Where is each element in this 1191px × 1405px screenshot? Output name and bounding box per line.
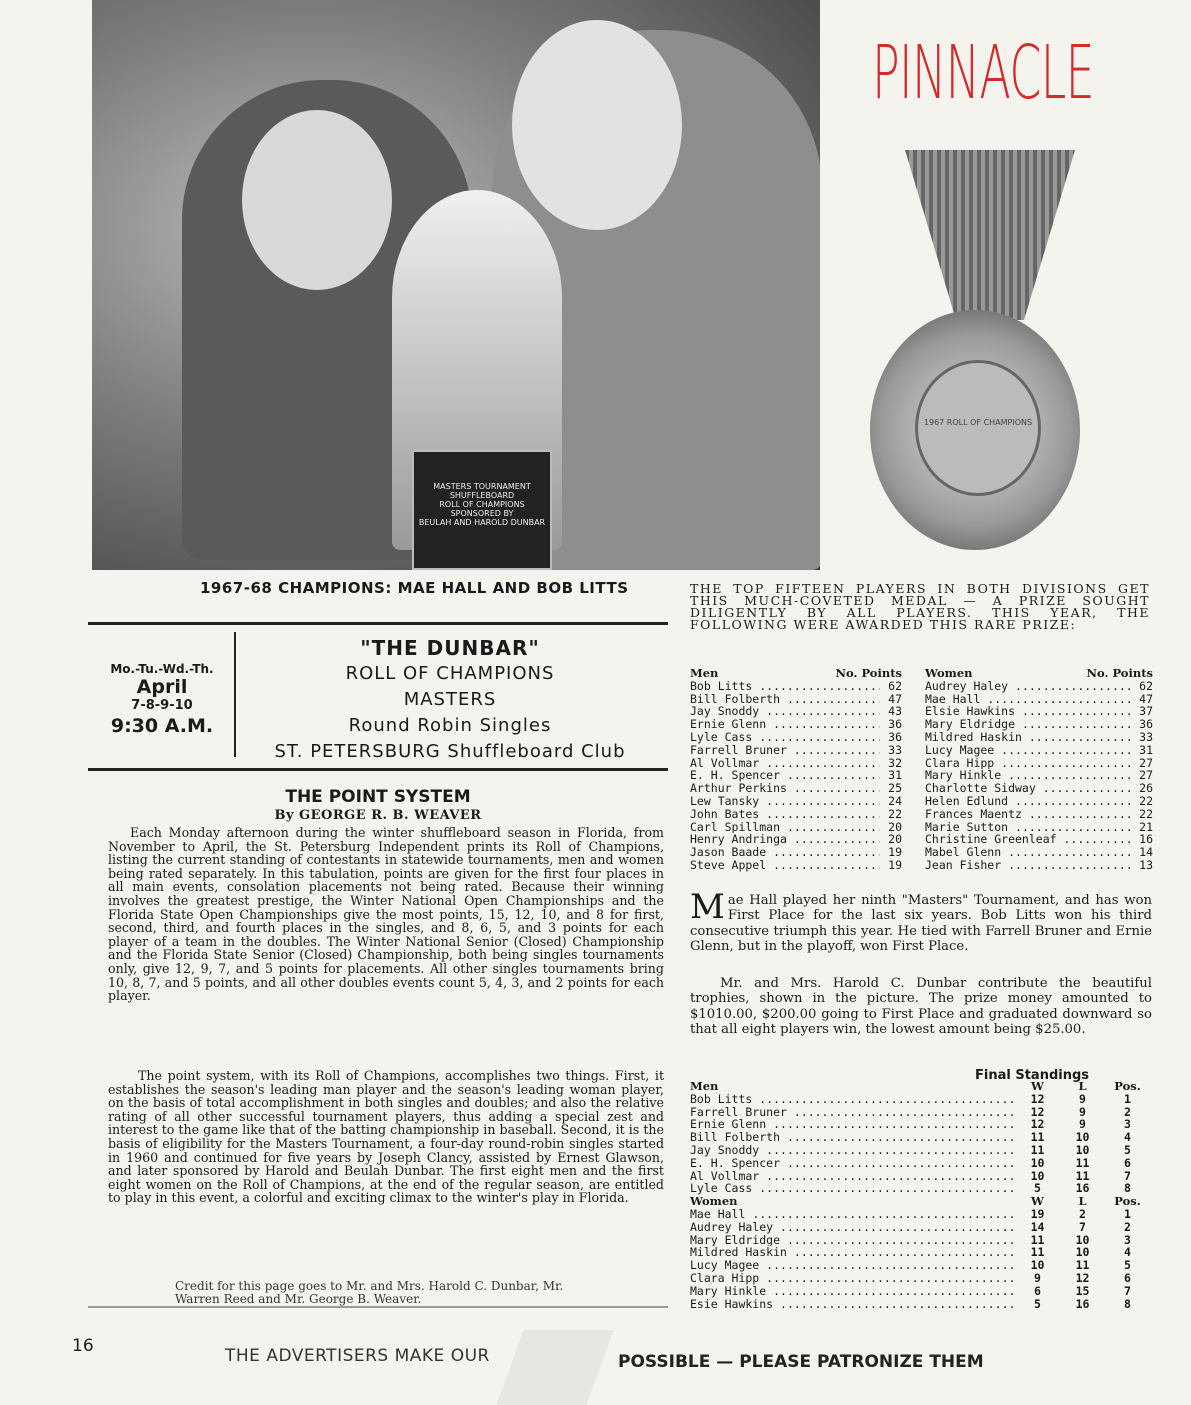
- awards-women-header: [925, 667, 1153, 680]
- award-points: 27: [1139, 769, 1153, 783]
- award-player-name: Christine Greenleaf .....: [925, 833, 1131, 846]
- award-points: 47: [888, 692, 902, 706]
- award-row: [690, 693, 902, 706]
- article-title: THE POINT SYSTEM: [285, 787, 471, 807]
- award-row: [925, 821, 1153, 834]
- standings-men-header: [690, 1080, 1150, 1093]
- results-paragraph-1: [690, 887, 1152, 955]
- page-number: 16: [72, 1336, 94, 1356]
- award-points: 26: [1139, 782, 1153, 795]
- award-player-name: Helen Edlund .....: [925, 795, 1131, 808]
- award-row: [690, 744, 902, 757]
- standings-losses: 9: [1079, 1104, 1086, 1119]
- results-paragraph-1-text: ae Hall played her ninth "Masters" Tournament, and has won First Place for the last six years. Bob Litts won his third consecutive triumph this year. He tied with Farrell Bruner and Ernie Glenn, but in the playoff, won First Place.: [690, 893, 1152, 955]
- trophy-plaque: MASTERS TOURNAMENT SHUFFLEBOARD ROLL OF CHAMPIONS SPONSORED BY BEULAH AND HAROLD DUNBAR: [412, 450, 552, 570]
- standings-losses: 10: [1075, 1130, 1090, 1145]
- standings-table: [690, 1080, 1150, 1310]
- award-player-name: Lyle Cass .....: [690, 731, 880, 744]
- award-points: 24: [888, 794, 902, 808]
- standings-wins: 10: [1030, 1168, 1045, 1183]
- award-points: 32: [888, 756, 902, 770]
- award-player-name: Lew Tansky .....: [690, 795, 880, 808]
- standings-wins: 11: [1030, 1142, 1045, 1157]
- standings-losses: 9: [1079, 1091, 1086, 1106]
- event-schedule: [92, 662, 232, 737]
- award-player-name: Mae Hall .....: [925, 693, 1131, 706]
- article-credit: Credit for this page goes to Mr. and Mrs. Harold C. Dunbar, Mr. Warren Reed and Mr. George B. Weaver.: [175, 1279, 564, 1306]
- standings-row: [690, 1272, 1150, 1285]
- award-points: 22: [1139, 807, 1153, 821]
- award-points: 37: [1139, 705, 1153, 719]
- standings-player-name: Esie Hawkins .....: [690, 1298, 1015, 1311]
- award-points: 20: [888, 833, 902, 847]
- award-row: [690, 731, 902, 744]
- award-points: 27: [1139, 756, 1153, 770]
- event-dates: 7-8-9-10: [131, 698, 193, 713]
- award-points: 16: [1139, 833, 1153, 847]
- award-row: [690, 821, 902, 834]
- awards-men-label: Men: [690, 666, 719, 680]
- award-player-name: John Bates .....: [690, 808, 880, 821]
- award-row: [690, 769, 902, 782]
- award-row: [925, 846, 1153, 859]
- standings-losses: 11: [1075, 1258, 1090, 1273]
- standings-losses: 11: [1075, 1168, 1090, 1183]
- headline: PINNACLE: [872, 30, 1095, 116]
- event-days: Mo.-Tu.-Wd.-Th.: [110, 662, 214, 676]
- photo-caption: 1967-68 CHAMPIONS: MAE HALL AND BOB LITTS: [200, 579, 629, 597]
- award-row: [925, 782, 1153, 795]
- award-player-name: Farrell Bruner .....: [690, 744, 880, 757]
- event-name: "THE DUNBAR": [360, 636, 540, 660]
- award-player-name: Mary Hinkle .....: [925, 769, 1131, 782]
- award-row: [690, 705, 902, 718]
- award-player-name: Arthur Perkins .....: [690, 782, 880, 795]
- standings-player-name: E. H. Spencer .....: [690, 1157, 1015, 1170]
- standings-position: 1: [1124, 1091, 1131, 1106]
- event-line-3: MASTERS: [403, 689, 497, 710]
- woman-face: [242, 110, 392, 290]
- award-player-name: Jean Fisher .....: [925, 859, 1131, 872]
- award-player-name: Clara Hipp .....: [925, 757, 1131, 770]
- award-player-name: Carl Spillman .....: [690, 821, 880, 834]
- award-player-name: E. H. Spencer .....: [690, 769, 880, 782]
- standings-w-label: W: [1031, 1079, 1044, 1093]
- standings-row: [690, 1285, 1150, 1298]
- standings-wins: 5: [1034, 1296, 1041, 1311]
- award-points: 33: [888, 743, 902, 757]
- standings-wins: 12: [1030, 1104, 1045, 1119]
- award-player-name: Charlotte Sidway .....: [925, 782, 1131, 795]
- award-player-name: Henry Andringa .....: [690, 833, 880, 846]
- standings-position: 2: [1124, 1219, 1131, 1234]
- article-paragraph-2: The point system, with its Roll of Champions, accomplishes two things. First, it establishes the season's leading man player and the season's leading woman player, on the basis of total accomplishment in both singles and doubles; and also the relative rating of all other successful tournament players, thus adding a special zest and interest to the game like that of the batting championship in baseball. Second, it is the basis of eligibility for the Masters Tournament, a four-day round-robin singles started in 1960 and continued for five years by Joseph Clancy, assisted by Ernest Glawson, and later sponsored by Harold and Beulah Dunbar. The first eight men and the first eight women on the Roll of Champions, at the end of the regular season, are entitled to play in this event, a colorful and exciting climax to the winter's play in Florida.: [108, 1068, 664, 1206]
- award-row: [690, 680, 902, 693]
- standings-row: [690, 1157, 1150, 1170]
- standings-player-name: Clara Hipp .....: [690, 1272, 1015, 1285]
- footer-right-text: POSSIBLE — PLEASE PATRONIZE THEM: [618, 1352, 984, 1372]
- award-points: 19: [888, 846, 902, 859]
- standings-position: 7: [1124, 1283, 1131, 1298]
- standings-player-name: Mildred Haskin .....: [690, 1246, 1015, 1259]
- standings-wins: 10: [1030, 1155, 1045, 1170]
- award-player-name: Frances Maentz .....: [925, 808, 1131, 821]
- standings-position: 4: [1124, 1245, 1131, 1260]
- award-points: 43: [888, 705, 902, 719]
- award-row: [925, 744, 1153, 757]
- award-row: [690, 833, 902, 846]
- award-player-name: Mildred Haskin .....: [925, 731, 1131, 744]
- standings-position: 3: [1124, 1232, 1131, 1247]
- standings-pos-label: Pos.: [1114, 1079, 1141, 1093]
- standings-losses: 11: [1075, 1155, 1090, 1170]
- award-player-name: Audrey Haley .....: [925, 680, 1131, 693]
- award-points: 14: [1139, 846, 1153, 859]
- standings-position: 6: [1124, 1155, 1131, 1170]
- award-player-name: Bob Litts .....: [690, 680, 880, 693]
- standings-title: Final Standings: [975, 1068, 1090, 1083]
- award-points: 33: [1139, 730, 1153, 744]
- dropcap: M: [690, 887, 725, 927]
- standings-position: 5: [1124, 1142, 1131, 1157]
- standings-position: 6: [1124, 1270, 1131, 1285]
- standings-player-name: Bob Litts .....: [690, 1093, 1015, 1106]
- award-points: 62: [1139, 679, 1153, 693]
- standings-player-name: Al Vollmar .....: [690, 1170, 1015, 1183]
- award-points: 22: [888, 807, 902, 821]
- award-points: 20: [888, 820, 902, 834]
- award-points: 31: [888, 769, 902, 783]
- medal-intro: THE TOP FIFTEEN PLAYERS IN BOTH DIVISIONS GET THIS MUCH-COVETED MEDAL — A PRIZE SOUGHT DILIGENTLY BY ALL PLAYERS. THIS YEAR, THE FOLLOWING WERE AWARDED THIS RARE PRIZE:: [690, 581, 1150, 632]
- awards-points-label: No. Points: [1086, 666, 1153, 680]
- standings-wins: 11: [1030, 1245, 1045, 1260]
- award-points: 47: [1139, 692, 1153, 706]
- event-time: 9:30 A.M.: [110, 715, 214, 737]
- results-paragraph-2: Mr. and Mrs. Harold C. Dunbar contribute the beautiful trophies, shown in the picture. The prize money amounted to $1010.00, $200.00 going to First Place and graduated downward so that all eight players win, the lowest amount being $25.00.: [690, 976, 1152, 1038]
- award-player-name: Marie Sutton .....: [925, 821, 1131, 834]
- standings-row: [690, 1144, 1150, 1157]
- standings-player-name: Lyle Cass .....: [690, 1182, 1015, 1195]
- standings-player-name: Audrey Haley .....: [690, 1221, 1015, 1234]
- standings-wins: 12: [1030, 1117, 1045, 1132]
- award-points: 31: [1139, 743, 1153, 757]
- award-row: [925, 757, 1153, 770]
- standings-position: 8: [1124, 1296, 1131, 1311]
- article-byline: By GEORGE R. B. WEAVER: [274, 808, 482, 823]
- event-divider: [234, 632, 236, 757]
- award-player-name: Elsie Hawkins .....: [925, 705, 1131, 718]
- standings-wins: 10: [1030, 1258, 1045, 1273]
- standings-position: 8: [1124, 1181, 1131, 1196]
- standings-position: 5: [1124, 1258, 1131, 1273]
- standings-losses: 12: [1075, 1270, 1090, 1285]
- event-line-2: ROLL OF CHAMPIONS: [345, 663, 555, 684]
- award-points: 36: [888, 718, 902, 731]
- award-points: 36: [1139, 718, 1153, 731]
- medal-inscription: 1967 ROLL OF CHAMPIONS: [923, 418, 1033, 427]
- standings-losses: 10: [1075, 1142, 1090, 1157]
- award-row: [925, 680, 1153, 693]
- award-player-name: Jason Baade .....: [690, 846, 880, 859]
- standings-l-label: L: [1078, 1079, 1087, 1093]
- standings-losses: 16: [1075, 1296, 1090, 1311]
- standings-row: [690, 1208, 1150, 1221]
- standings-player-name: Bill Folberth .....: [690, 1131, 1015, 1144]
- footer-left-text: THE ADVERTISERS MAKE OUR: [225, 1346, 490, 1366]
- award-row: [925, 705, 1153, 718]
- award-points: 13: [1139, 858, 1153, 872]
- standings-position: 3: [1124, 1117, 1131, 1132]
- torn-paper: [496, 1330, 613, 1405]
- award-player-name: Mary Eldridge .....: [925, 718, 1131, 731]
- award-player-name: Bill Folberth .....: [690, 693, 880, 706]
- standings-losses: 15: [1075, 1283, 1090, 1298]
- award-row: [925, 808, 1153, 821]
- event-line-5: ST. PETERSBURG Shuffleboard Club: [274, 741, 626, 762]
- standings-player-name: Jay Snoddy .....: [690, 1144, 1015, 1157]
- standings-position: 1: [1124, 1206, 1131, 1221]
- standings-player-name: Mae Hall .....: [690, 1208, 1015, 1221]
- standings-row: [690, 1298, 1150, 1311]
- article-paragraph-1: Each Monday afternoon during the winter shuffleboard season in Florida, from November to April, the St. Petersburg Independent prints its Roll of Champions, listing the current standing of contestants in statewide tournaments, men and women being rated separately. In this tabulation, points are given for the first four places in all main events, consolation placements not being rated. Because their winning involves the greatest prestige, the Winter National Open Championships and the Florida State Open Championships give the most points, 15, 12, 10, and 8 for first, second, third, and fourth places in the singles, and 8, 6, 5, and 3 points for each player of a team in the doubles. The Winter National Senior (Closed) Championship and the Florida State Senior (Closed) Championship, both being singles tournaments only, give 12, 9, 7, and 5 points for placements. All other singles tournaments bring 10, 8, 7, and 5 points, and all other doubles events count 5, 4, 3, and 2 points for each player.: [108, 825, 664, 1004]
- standings-player-name: Lucy Magee .....: [690, 1259, 1015, 1272]
- standings-player-name: Mary Hinkle .....: [690, 1285, 1015, 1298]
- award-player-name: Al Vollmar .....: [690, 757, 880, 770]
- event-title-block: [240, 635, 660, 765]
- award-row: [925, 795, 1153, 808]
- award-row: [690, 782, 902, 795]
- awards-men: [690, 667, 902, 872]
- award-player-name: Steve Appel .....: [690, 859, 880, 872]
- standings-row: [690, 1093, 1150, 1106]
- standings-position: 2: [1124, 1104, 1131, 1119]
- award-row: [925, 833, 1153, 846]
- award-points: 22: [1139, 794, 1153, 808]
- standings-player-name: Farrell Bruner .....: [690, 1106, 1015, 1119]
- medal-ribbon: [905, 150, 1075, 320]
- standings-men-label: Men: [690, 1079, 719, 1093]
- award-row: [690, 795, 902, 808]
- standings-row: [690, 1221, 1150, 1234]
- award-points: 25: [888, 782, 902, 795]
- award-row: [925, 718, 1153, 731]
- award-row: [925, 731, 1153, 744]
- award-points: 36: [888, 730, 902, 744]
- awards-women-label: Women: [925, 666, 973, 680]
- awards-women: [925, 667, 1153, 872]
- awards-points-label: No. Points: [835, 666, 902, 680]
- event-month: April: [136, 676, 188, 698]
- award-row: [690, 808, 902, 821]
- award-row: [690, 859, 902, 872]
- award-points: 19: [888, 858, 902, 872]
- standings-wins: 5: [1034, 1181, 1041, 1196]
- standings-position: 7: [1124, 1168, 1131, 1183]
- standings-wins: 14: [1030, 1219, 1045, 1234]
- medal-emblem: [915, 360, 1041, 496]
- award-row: [690, 757, 902, 770]
- award-points: 21: [1139, 820, 1153, 834]
- award-player-name: Mabel Glenn .....: [925, 846, 1131, 859]
- man-face: [512, 20, 682, 230]
- award-points: 62: [888, 679, 902, 693]
- award-player-name: Jay Snoddy .....: [690, 705, 880, 718]
- award-row: [925, 769, 1153, 782]
- standings-losses: 16: [1075, 1181, 1090, 1196]
- standings-l-label: L: [1078, 1194, 1087, 1209]
- standings-wins: 6: [1034, 1283, 1041, 1298]
- standings-wins: 12: [1030, 1091, 1045, 1106]
- standings-women-label: Women: [690, 1194, 738, 1209]
- award-row: [690, 718, 902, 731]
- award-row: [925, 693, 1153, 706]
- standings-losses: 2: [1079, 1206, 1086, 1221]
- award-player-name: Lucy Magee .....: [925, 744, 1131, 757]
- standings-player-name: Ernie Glenn .....: [690, 1118, 1015, 1131]
- award-row: [690, 846, 902, 859]
- award-row: [925, 859, 1153, 872]
- awards-men-header: [690, 667, 902, 680]
- standings-position: 4: [1124, 1130, 1131, 1145]
- column-rule: [88, 1306, 668, 1308]
- standings-wins: 9: [1034, 1270, 1041, 1285]
- standings-pos-label: Pos.: [1114, 1194, 1141, 1209]
- standings-player-name: Mary Eldridge .....: [690, 1234, 1015, 1247]
- standings-losses: 9: [1079, 1117, 1086, 1132]
- standings-w-label: W: [1031, 1194, 1044, 1209]
- standings-losses: 10: [1075, 1245, 1090, 1260]
- standings-losses: 10: [1075, 1232, 1090, 1247]
- standings-losses: 7: [1079, 1219, 1086, 1234]
- standings-wins: 11: [1030, 1232, 1045, 1247]
- champions-photo: [92, 0, 820, 570]
- event-line-4: Round Robin Singles: [348, 715, 552, 736]
- award-player-name: Ernie Glenn .....: [690, 718, 880, 731]
- standings-wins: 11: [1030, 1130, 1045, 1145]
- standings-wins: 19: [1030, 1206, 1045, 1221]
